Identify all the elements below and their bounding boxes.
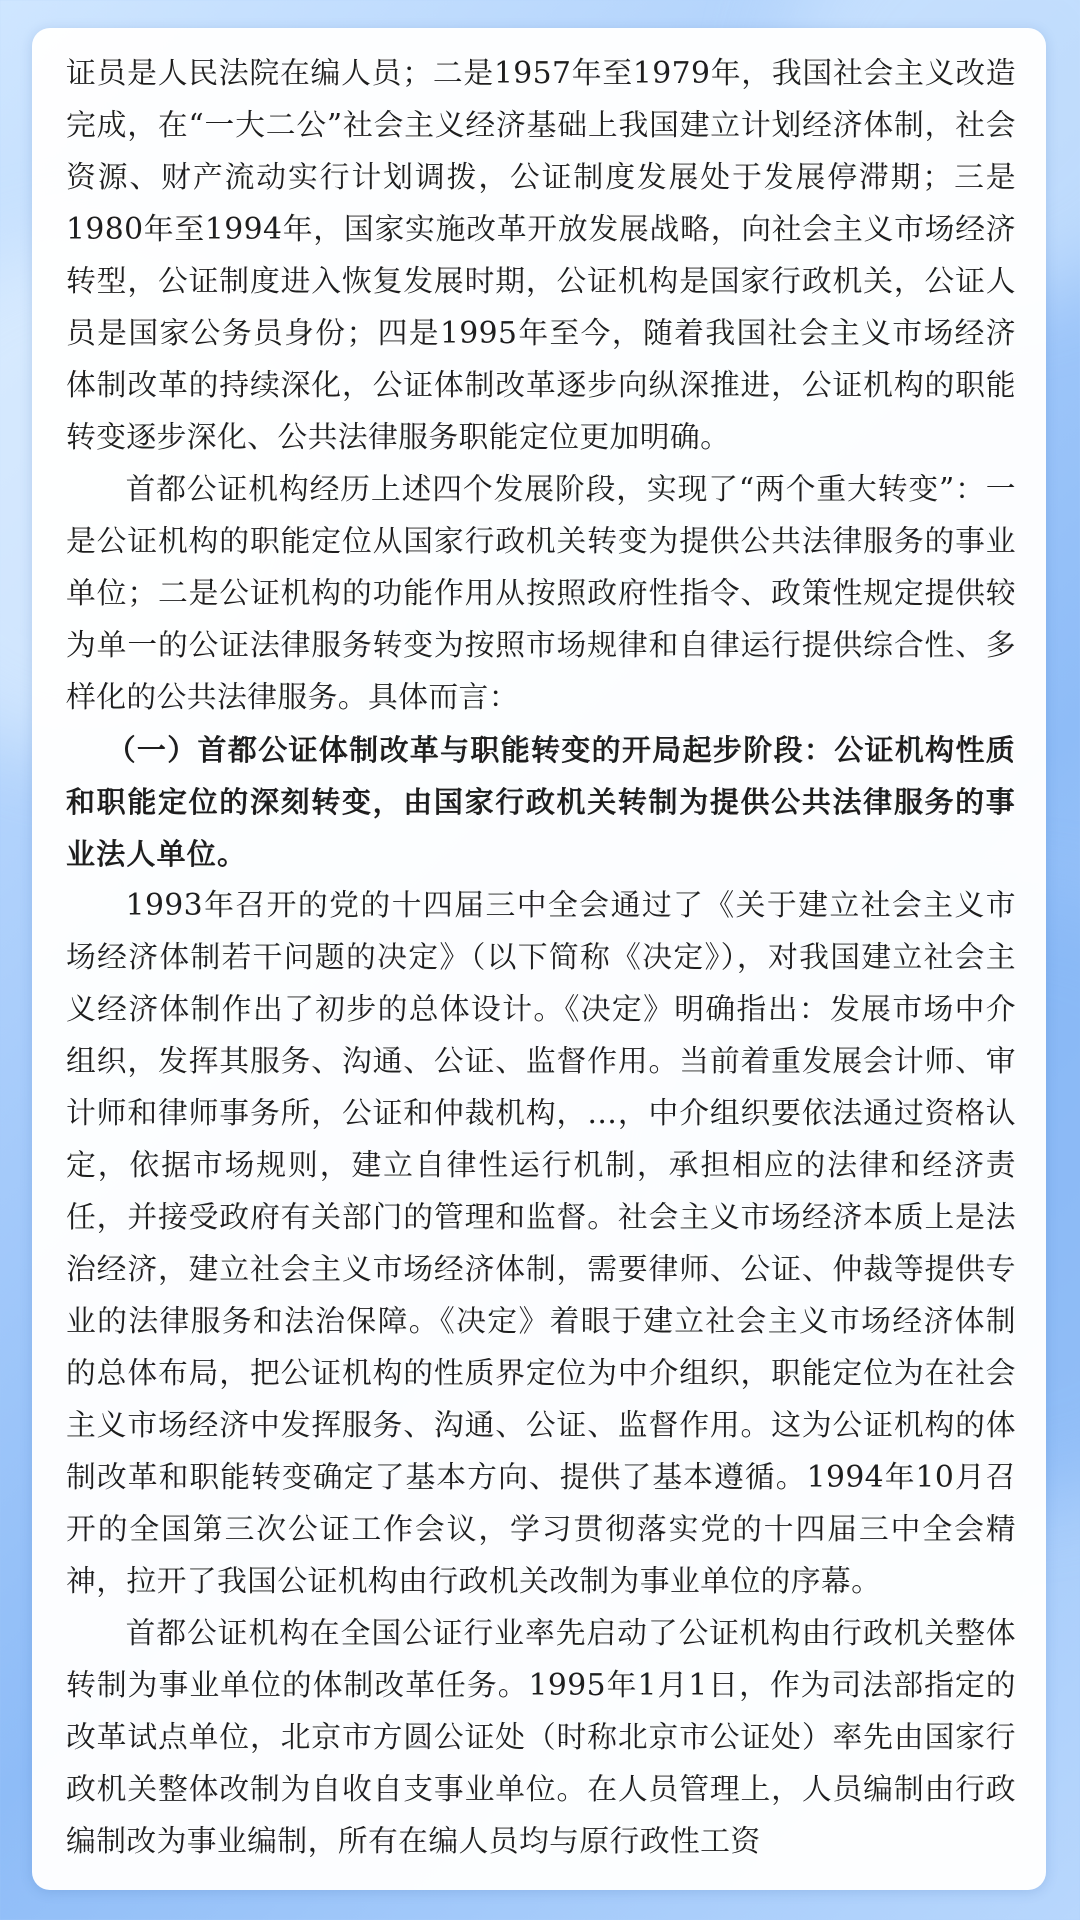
paragraph-2: 首都公证机构经历上述四个发展阶段，实现了“两个重大转变”：一是公证机构的职能定位从国家行政机关转变为提供公共法律服务的事业单位；二是公证机构的功能作用从按照政府性指令、政策性规定提供较为单一的公证法律服务转变为按照市场规律和自律运行提供综合性、多样化的公共法律服务。具体而言： [66,472,1016,715]
section-heading: （一）首都公证体制改革与职能转变的开局起步阶段：公证机构性质和职能定位的深刻转变，由国家行政机关转制为提供公共法律服务的事业法人单位。 [66,733,1016,871]
paragraph-3: 1993年召开的党的十四届三中全会通过了《关于建立社会主义市场经济体制若干问题的决定》（以下简称《决定》），对我国建立社会主义经济体制作出了初步的总体设计。《决定》明确指出：发展市场中介组织，发挥其服务、沟通、公证、监督作用。当前着重发展会计师、审计师和律师事务所，公证和仲裁机构，…，中介组织要依法通过资格认定，依据市场规则，建立自律性运行机制，承担相应的法律和经济责任，并接受政府有关部门的管理和监督。社会主义市场经济本质上是法治经济，建立社会主义市场经济体制，需要律师、公证、仲裁等提供专业的法律服务和法治保障。《决定》着眼于建立社会主义市场经济体制的总体布局，把公证机构的性质界定位为中介组织，职能定位为在社会主义市场经济中发挥服务、沟通、公证、监督作用。这为公证机构的体制改革和职能转变确定了基本方向、提供了基本遵循。1994年10月召开的全国第三次公证工作会议，学习贯彻落实党的十四届三中全会精神，拉开了我国公证机构由行政机关改制为事业单位的序幕。 [66,888,1016,1599]
paragraph-4: 首都公证机构在全国公证行业率先启动了公证机构由行政机关整体转制为事业单位的体制改革任务。1995年1月1日，作为司法部指定的改革试点单位，北京市方圆公证处（时称北京市公证处）率先由国家行政机关整体改制为自收自支事业单位。在人员管理上，人员编制由行政编制改为事业编制，所有在编人员均与原行政性工资 [66,1616,1016,1859]
document-card [32,28,1046,1890]
paragraph-1: 证员是人民法院在编人员；二是1957年至1979年，我国社会主义改造完成，在“一大二公”社会主义经济基础上我国建立计划经济体制，社会资源、财产流动实行计划调拨，公证制度发展处于发展停滞期；三是1980年至1994年，国家实施改革开放发展战略，向社会主义市场经济转型，公证制度进入恢复发展时期，公证机构是国家行政机关，公证人员是国家公务员身份；四是1995年至今，随着我国社会主义市场经济体制改革的持续深化，公证体制改革逐步向纵深推进，公证机构的职能转变逐步深化、公共法律服务职能定位更加明确。 [66,56,1016,455]
article-body [66,48,1016,1868]
